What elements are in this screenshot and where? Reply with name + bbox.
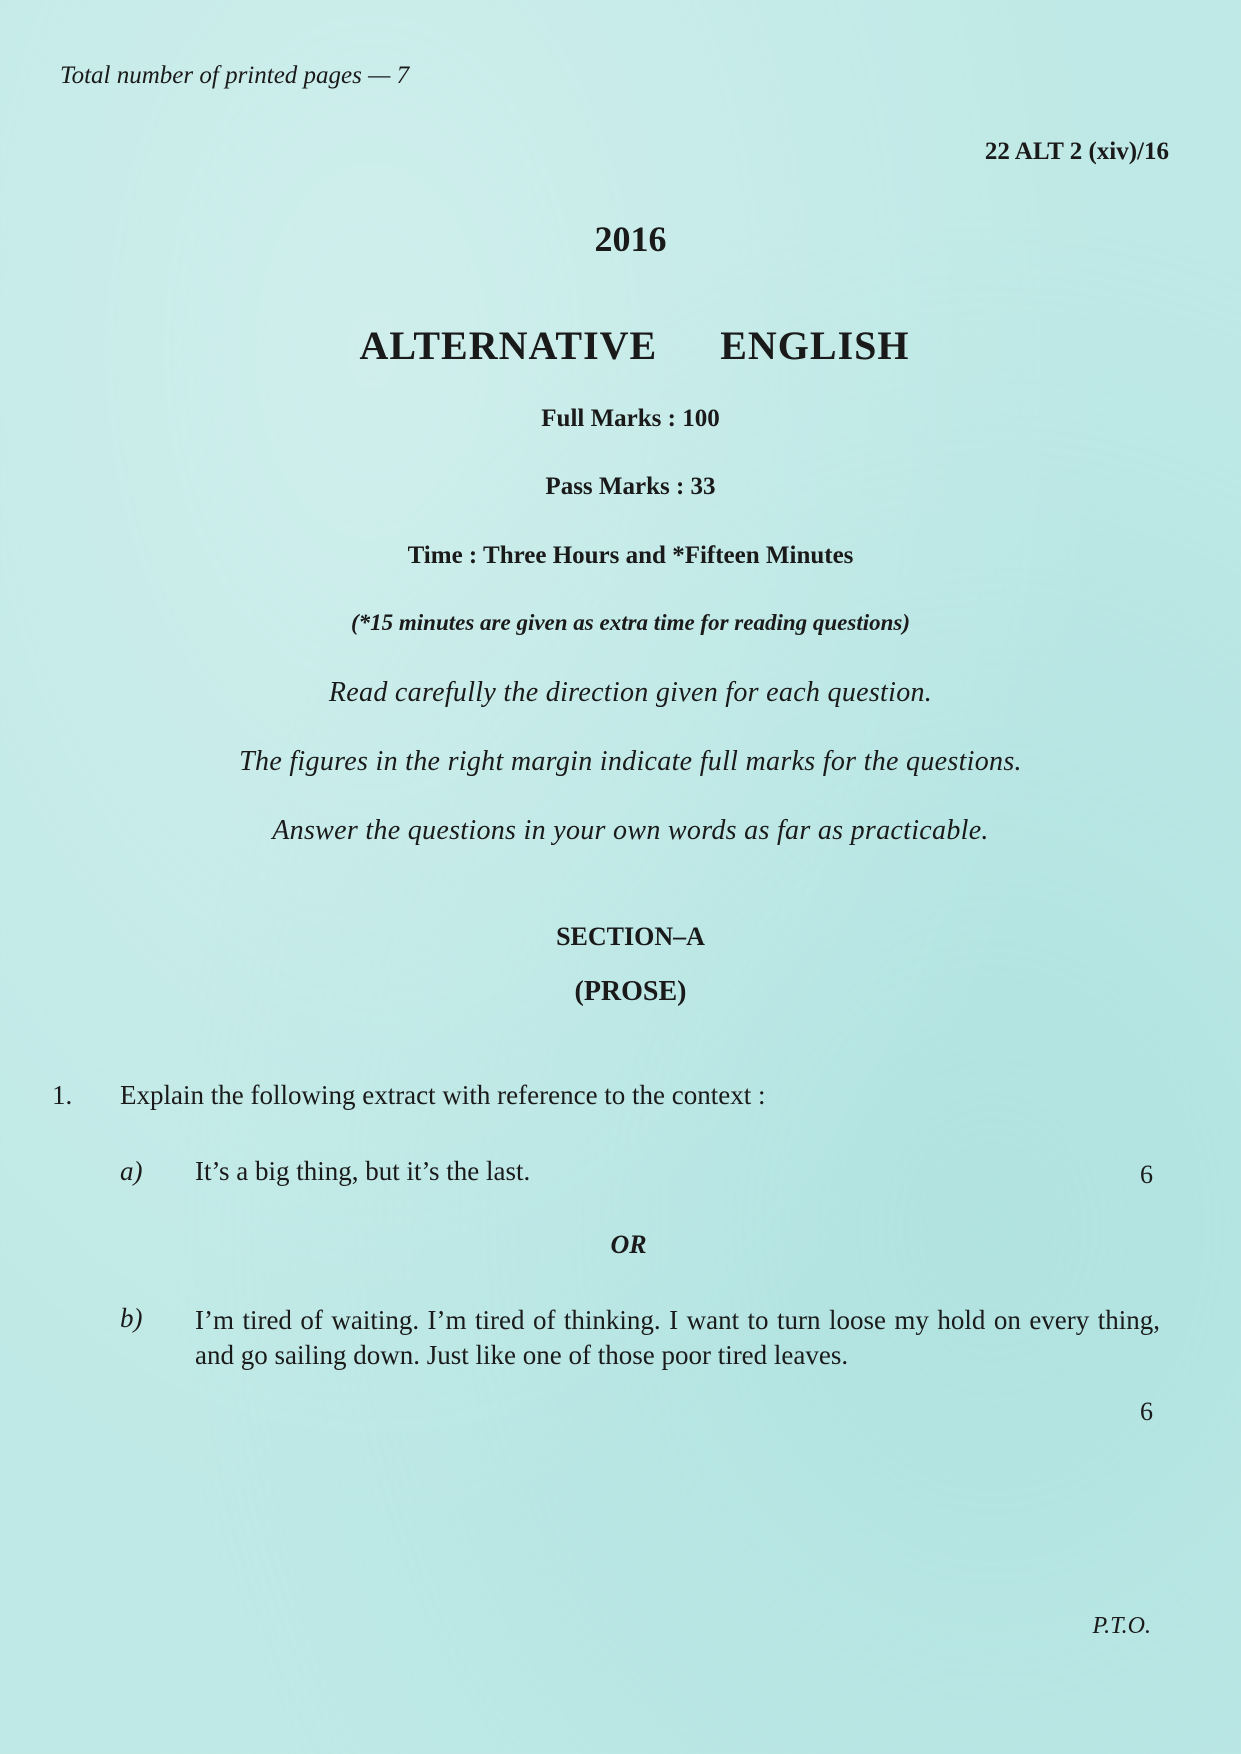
section-subtitle: (PROSE) xyxy=(574,976,687,1007)
instruction-line: Read carefully the direction given for each question. xyxy=(328,677,933,708)
option-a-text: It’s a big thing, but it’s the last. xyxy=(195,1156,531,1186)
option-b-label: b) xyxy=(120,1303,143,1333)
instruction-line: The figures in the right margin indicate full marks for the questions. xyxy=(239,746,1022,777)
exam-year: 2016 xyxy=(594,219,667,259)
time-allowed: Time : Three Hours and *Fifteen Minutes xyxy=(407,542,854,569)
question-text: Explain the following extract with reference to the context : xyxy=(120,1080,766,1110)
pass-marks: Pass Marks : 33 xyxy=(545,473,716,500)
option-b-marks: 6 xyxy=(1140,1397,1153,1426)
or-separator: OR xyxy=(610,1230,647,1259)
section-title: SECTION–A xyxy=(556,922,705,951)
extra-time-note: (*15 minutes are given as extra time for reading questions) xyxy=(350,610,911,635)
question-number: 1. xyxy=(52,1080,73,1110)
option-a-label: a) xyxy=(120,1156,143,1186)
paper-code: 22 ALT 2 (xiv)/16 xyxy=(984,138,1169,165)
pto-note: P.T.O. xyxy=(1092,1613,1151,1639)
option-b-text: I’m tired of waiting. I’m tired of thinking. I want to turn loose my hold on every thing, and go sailing down. Just like one of those poor tired leaves. xyxy=(195,1305,1160,1371)
option-a-marks: 6 xyxy=(1140,1160,1153,1189)
full-marks: Full Marks : 100 xyxy=(541,405,720,432)
printed-pages-note: Total number of printed pages — 7 xyxy=(60,62,410,89)
subject-title: ALTERNATIVE ENGLISH xyxy=(359,323,910,368)
instruction-line: Answer the questions in your own words as far as practicable. xyxy=(272,815,989,846)
